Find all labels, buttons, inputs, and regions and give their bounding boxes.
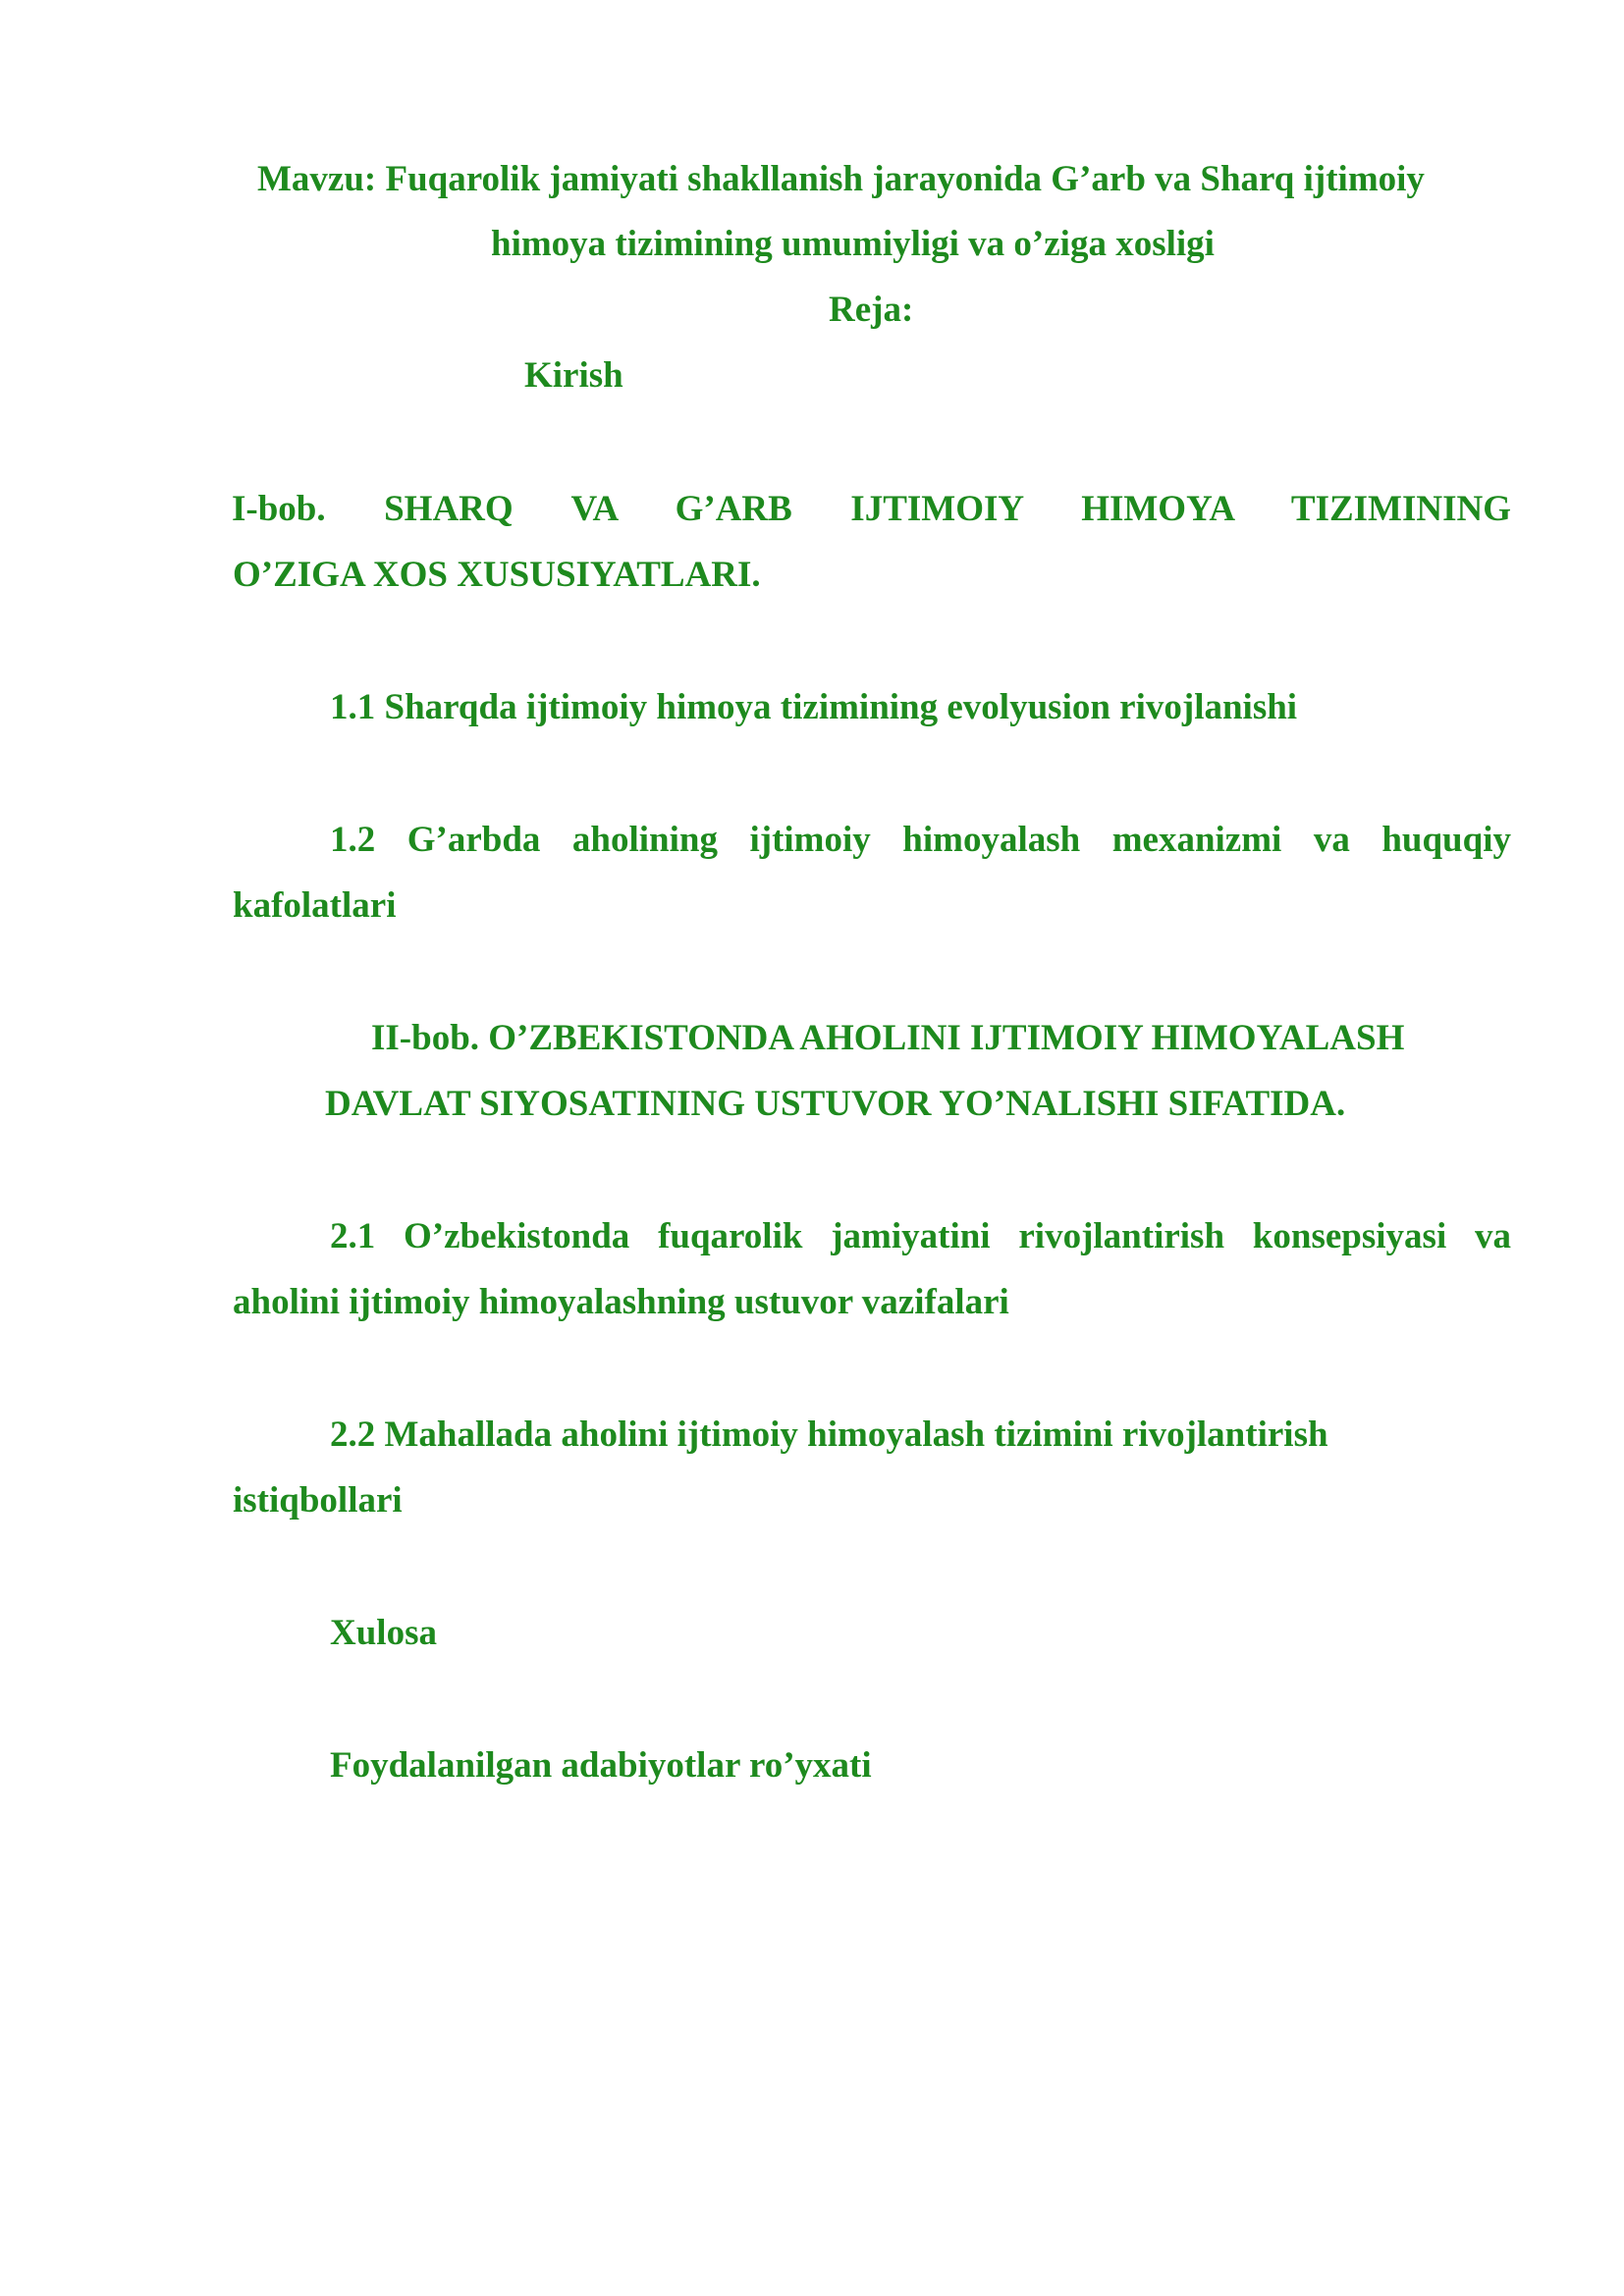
document-title-line-2: himoya tizimining umumiyligi va o’ziga xosligi: [491, 224, 1215, 264]
toc-section-1-2-line-1: 1.2 G’arbda aholining ijtimoiy himoyalash mexanizmi va huquqiy: [330, 820, 1511, 860]
toc-chapter-2-line-2: DAVLAT SIYOSATINING USTUVOR YO’NALISHI SIFATIDA.: [325, 1084, 1346, 1124]
toc-chapter-2-line-1: II-bob. O’ZBEKISTONDA AHOLINI IJTIMOIY HIMOYALASH: [371, 1018, 1405, 1058]
toc-section-2-1-line-2: aholini ijtimoiy himoyalashning ustuvor vazifalari: [233, 1282, 1009, 1322]
toc-section-1-1: 1.1 Sharqda ijtimoiy himoya tizimining evolyusion rivojlanishi: [330, 687, 1298, 727]
plan-heading: Reja:: [829, 290, 914, 330]
document-title-line-1: Mavzu: Fuqarolik jamiyati shakllanish jarayonida G’arb va Sharq ijtimoiy: [257, 159, 1425, 199]
toc-chapter-1-line-2: O’ZIGA XOS XUSUSIYATLARI.: [233, 555, 761, 595]
toc-section-1-2-line-2: kafolatlari: [233, 885, 397, 926]
toc-references: Foydalanilgan adabiyotlar ro’yxati: [330, 1745, 872, 1786]
toc-section-2-1-line-1: 2.1 O’zbekistonda fuqarolik jamiyatini rivojlantirish konsepsiyasi va: [330, 1216, 1511, 1256]
toc-section-2-2-line-1: 2.2 Mahallada aholini ijtimoiy himoyalash tizimini rivojlantirish: [330, 1415, 1328, 1455]
toc-intro: Kirish: [524, 355, 623, 396]
toc-chapter-1-line-1: I-bob. SHARQ VA G’ARB IJTIMOIY HIMOYA TIZIMINING: [232, 489, 1511, 529]
toc-conclusion: Xulosa: [330, 1613, 437, 1653]
toc-section-2-2-line-2: istiqbollari: [233, 1480, 403, 1521]
